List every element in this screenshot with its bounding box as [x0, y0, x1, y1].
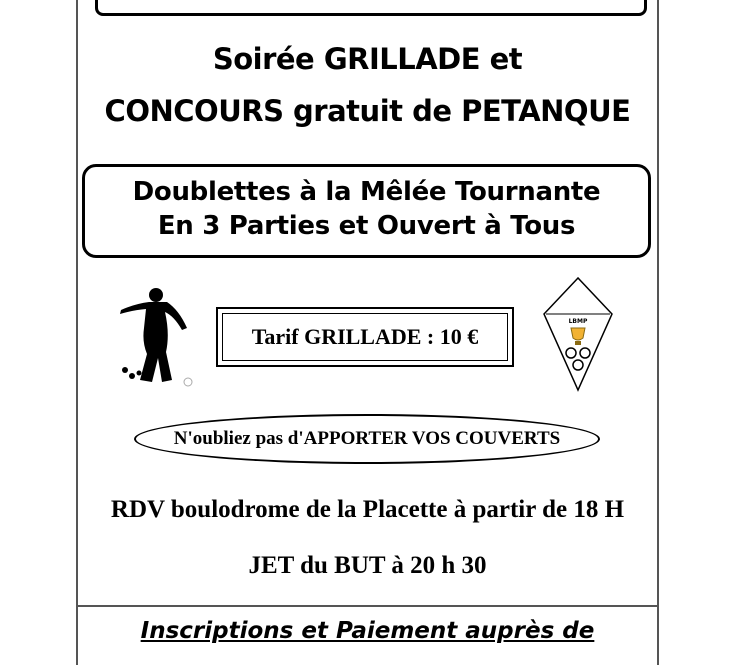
- tarif-box: [216, 307, 514, 367]
- top-banner: [95, 0, 647, 16]
- trophy-pennant-icon: [542, 276, 614, 394]
- reminder-oval: N'oubliez pas d'APPORTER VOS COUVERTS: [134, 414, 600, 464]
- format-line-2: En 3 Parties et Ouvert à Tous: [157, 211, 576, 241]
- jet-text: JET du BUT à 20 h 30: [248, 552, 487, 579]
- title-line-2: CONCOURS gratuit de PETANQUE: [104, 94, 631, 128]
- rdv-text: RDV boulodrome de la Placette à partir de 18 H: [110, 496, 625, 523]
- title-line-1: Soirée GRILLADE et: [212, 42, 523, 76]
- pennant-label: LBMP: [568, 318, 588, 325]
- petanque-player-icon: [112, 282, 202, 392]
- divider: [76, 605, 659, 607]
- format-line-1: Doublettes à la Mêlée Tournante: [132, 177, 601, 207]
- tarif-label: Tarif GRILLADE : 10 €: [222, 313, 508, 361]
- format-box: [82, 164, 651, 258]
- page-border-right: [657, 0, 659, 665]
- inscriptions-text: Inscriptions et Paiement auprès de: [140, 618, 595, 644]
